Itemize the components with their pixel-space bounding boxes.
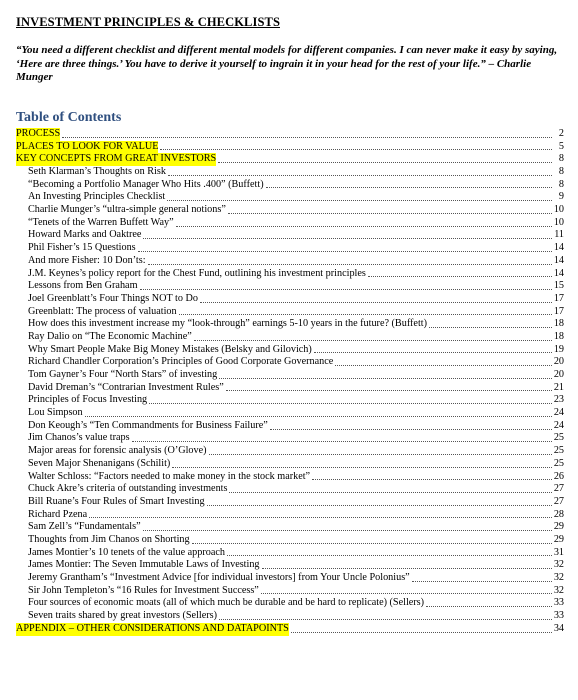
toc-entry[interactable]: [16, 217, 564, 230]
opening-quote: [16, 44, 566, 85]
toc-entry-label: Ray Dalio on “The Economic Machine”: [28, 330, 192, 342]
dot-leader: [314, 352, 552, 353]
toc-entry-label: Sir John Templeton’s “16 Rules for Investment Success”: [28, 584, 259, 596]
toc-entry-page: 15: [553, 280, 564, 292]
toc-entry-label: James Montier’s 10 tenets of the value approach: [28, 546, 225, 558]
toc-entry[interactable]: [16, 293, 564, 306]
toc-entry[interactable]: [16, 128, 564, 141]
toc-entry-label: Chuck Akre’s criteria of outstanding investments: [28, 483, 228, 495]
toc-entry-label: KEY CONCEPTS FROM GREAT INVESTORS: [16, 153, 217, 165]
toc-entry[interactable]: [16, 153, 564, 166]
toc-entry[interactable]: [16, 407, 564, 420]
toc-entry[interactable]: [16, 496, 564, 509]
toc-entry-label: “Tenets of the Warren Buffett Way”: [28, 216, 174, 228]
toc-entry-page: 27: [553, 495, 564, 507]
toc-entry-label: Walter Schloss: “Factors needed to make money in the stock market”: [28, 470, 311, 482]
toc-entry[interactable]: [16, 141, 564, 154]
toc-entry[interactable]: [16, 610, 564, 623]
toc-entry-label: Richard Chandler Corporation’s Principles of Good Corporate Governance: [28, 356, 334, 368]
toc-entry-label: Tom Gayner’s Four “North Stars” of investing: [28, 369, 218, 381]
toc-entry[interactable]: [16, 369, 564, 382]
toc-entry[interactable]: [16, 191, 564, 204]
dot-leader: [429, 327, 552, 328]
dot-leader: [143, 238, 552, 239]
toc-entry-label: Why Smart People Make Big Money Mistakes (Belsky and Gilovich): [28, 343, 312, 355]
toc-entry-page: 28: [553, 508, 564, 520]
toc-entry-label: “Becoming a Portfolio Manager Who Hits .400” (Buffett): [28, 178, 264, 190]
toc-entry-label: Howard Marks and Oaktree: [28, 229, 142, 241]
toc-entry-page: 32: [553, 559, 564, 571]
table-of-contents: [16, 128, 564, 636]
toc-entry-page: 33: [553, 610, 564, 622]
toc-heading: Table of Contents: [16, 110, 122, 125]
toc-entry-label: Jeremy Grantham’s “Investment Advice [for individual investors] from Your Uncle Polonius”: [28, 572, 410, 584]
dot-leader: [143, 530, 552, 531]
toc-entry-label: PLACES TO LOOK FOR VALUE: [16, 140, 159, 152]
toc-entry[interactable]: [16, 230, 564, 243]
toc-entry-label: Joel Greenblatt’s Four Things NOT to Do: [28, 292, 198, 304]
toc-entry-page: 5: [558, 140, 564, 152]
toc-entry-label: Lessons from Ben Graham: [28, 280, 138, 292]
toc-entry-label: Seven Major Shenanigans (Schilit): [28, 457, 171, 469]
dot-leader: [200, 302, 552, 303]
dot-leader: [226, 390, 552, 391]
dot-leader: [149, 403, 552, 404]
toc-entry-page: 25: [553, 432, 564, 444]
toc-entry-label: David Dreman’s “Contrarian Investment Rules”: [28, 381, 224, 393]
toc-entry[interactable]: [16, 344, 564, 357]
dot-leader: [291, 632, 552, 633]
toc-entry[interactable]: [16, 597, 564, 610]
toc-entry-page: 19: [553, 343, 564, 355]
toc-entry-page: 11: [554, 229, 564, 241]
toc-entry-page: 18: [553, 318, 564, 330]
toc-entry[interactable]: [16, 458, 564, 471]
toc-entry-page: 33: [553, 597, 564, 609]
dot-leader: [261, 593, 552, 594]
toc-entry[interactable]: [16, 331, 564, 344]
toc-entry[interactable]: [16, 394, 564, 407]
dot-leader: [167, 200, 552, 201]
toc-entry-page: 8: [558, 166, 564, 178]
dot-leader: [62, 137, 552, 138]
toc-entry-page: 29: [553, 533, 564, 545]
toc-entry-page: 34: [553, 622, 564, 634]
dot-leader: [132, 441, 552, 442]
toc-entry[interactable]: [16, 420, 564, 433]
toc-entry[interactable]: [16, 559, 564, 572]
toc-entry-page: 8: [558, 178, 564, 190]
toc-entry[interactable]: [16, 242, 564, 255]
toc-entry-label: Principles of Focus Investing: [28, 394, 148, 406]
dot-leader: [218, 162, 552, 163]
toc-entry[interactable]: [16, 534, 564, 547]
toc-entry-page: 8: [558, 153, 564, 165]
toc-entry[interactable]: [16, 382, 564, 395]
toc-entry-page: 23: [553, 394, 564, 406]
toc-entry-page: 14: [553, 254, 564, 266]
dot-leader: [192, 543, 552, 544]
toc-entry[interactable]: [16, 179, 564, 192]
toc-entry-label: Richard Pzena: [28, 508, 88, 520]
toc-entry[interactable]: [16, 166, 564, 179]
toc-entry[interactable]: [16, 509, 564, 522]
toc-entry-label: PROCESS: [16, 127, 61, 139]
toc-entry[interactable]: [16, 268, 564, 281]
dot-leader: [207, 505, 552, 506]
dot-leader: [227, 555, 552, 556]
toc-entry-label: Bill Ruane’s Four Rules of Smart Investing: [28, 495, 205, 507]
toc-entry-label: Lou Simpson: [28, 407, 83, 419]
toc-entry[interactable]: [16, 547, 564, 560]
toc-entry[interactable]: [16, 318, 564, 331]
dot-leader: [148, 264, 552, 265]
toc-entry-label: J.M. Keynes’s policy report for the Chest Fund, outlining his investment principles: [28, 267, 366, 279]
dot-leader: [335, 365, 552, 366]
toc-entry-label: Don Keough’s “Ten Commandments for Business Failure”: [28, 419, 268, 431]
dot-leader: [426, 606, 552, 607]
toc-entry-page: 32: [553, 584, 564, 596]
toc-entry-page: 10: [553, 216, 564, 228]
dot-leader: [312, 479, 552, 480]
toc-entry[interactable]: [16, 280, 564, 293]
toc-entry-page: 25: [553, 457, 564, 469]
toc-entry-page: 32: [553, 572, 564, 584]
toc-entry-page: 24: [553, 407, 564, 419]
toc-entry[interactable]: [16, 623, 564, 636]
dot-leader: [160, 149, 552, 150]
toc-entry-page: 17: [553, 305, 564, 317]
toc-entry-label: Major areas for forensic analysis (O’Glove): [28, 445, 207, 457]
toc-entry[interactable]: [16, 585, 564, 598]
toc-entry-page: 27: [553, 483, 564, 495]
toc-entry-page: 20: [553, 369, 564, 381]
quote-author: – Charlie Munger: [16, 57, 532, 83]
toc-entry-page: 24: [553, 419, 564, 431]
toc-entry-label: Jim Chanos’s value traps: [28, 432, 130, 444]
document-title: INVESTMENT PRINCIPLES & CHECKLISTS: [16, 15, 280, 29]
dot-leader: [89, 517, 552, 518]
toc-entry[interactable]: [16, 521, 564, 534]
toc-entry-label: APPENDIX – OTHER CONSIDERATIONS AND DATAPOINTS: [16, 622, 289, 634]
dot-leader: [209, 454, 552, 455]
toc-entry-page: 14: [553, 242, 564, 254]
toc-entry-label: An Investing Principles Checklist: [28, 191, 166, 203]
dot-leader: [172, 467, 551, 468]
toc-entry[interactable]: [16, 356, 564, 369]
toc-entry[interactable]: [16, 255, 564, 268]
dot-leader: [176, 226, 552, 227]
dot-leader: [368, 276, 552, 277]
toc-entry-label: How does this investment increase my “look-through” earnings 5-10 years in the future? (Buffett): [28, 318, 427, 330]
dot-leader: [140, 289, 552, 290]
toc-entry-page: 9: [558, 191, 564, 203]
dot-leader: [85, 416, 552, 417]
toc-entry-page: 31: [553, 546, 564, 558]
dot-leader: [219, 619, 552, 620]
toc-entry[interactable]: [16, 483, 564, 496]
toc-entry-page: 10: [553, 204, 564, 216]
toc-entry-label: Four sources of economic moats (all of which much be durable and be hard to replicate) (Sellers): [28, 597, 425, 609]
dot-leader: [270, 429, 552, 430]
toc-entry-page: 25: [553, 445, 564, 457]
toc-entry-page: 21: [553, 381, 564, 393]
dot-leader: [266, 187, 552, 188]
toc-entry-label: James Montier: The Seven Immutable Laws of Investing: [28, 559, 260, 571]
toc-entry-page: 26: [553, 470, 564, 482]
toc-entry[interactable]: [16, 471, 564, 484]
dot-leader: [219, 378, 552, 379]
toc-entry[interactable]: [16, 445, 564, 458]
toc-entry-label: Sam Zell’s “Fundamentals”: [28, 521, 141, 533]
toc-entry-page: 20: [553, 356, 564, 368]
dot-leader: [262, 568, 552, 569]
quote-text: “You need a different checklist and different mental models for different companies. I can never make it easy by saying, ‘Here are three things.’ You have to derive it yourself to ingrain it in your head for the rest of your life.”: [16, 44, 558, 70]
toc-entry-page: 14: [553, 267, 564, 279]
dot-leader: [412, 581, 552, 582]
toc-entry[interactable]: [16, 306, 564, 319]
toc-entry-page: 17: [553, 292, 564, 304]
toc-entry-label: Thoughts from Jim Chanos on Shorting: [28, 533, 190, 545]
dot-leader: [228, 213, 552, 214]
dot-leader: [168, 175, 552, 176]
toc-entry[interactable]: [16, 433, 564, 446]
toc-entry-label: Seth Klarman’s Thoughts on Risk: [28, 166, 166, 178]
dot-leader: [194, 340, 552, 341]
toc-entry-page: 18: [553, 330, 564, 342]
toc-entry[interactable]: [16, 204, 564, 217]
dot-leader: [179, 314, 552, 315]
toc-entry-page: 2: [558, 127, 564, 139]
toc-entry-label: Greenblatt: The process of valuation: [28, 305, 177, 317]
toc-entry-label: Phil Fisher’s 15 Questions: [28, 242, 136, 254]
toc-entry-label: Seven traits shared by great investors (Sellers): [28, 610, 217, 622]
dot-leader: [229, 492, 551, 493]
dot-leader: [138, 251, 552, 252]
toc-entry-page: 29: [553, 521, 564, 533]
toc-entry[interactable]: [16, 572, 564, 585]
toc-entry-label: Charlie Munger’s “ultra-simple general notions”: [28, 204, 226, 216]
toc-entry-label: And more Fisher: 10 Don’ts:: [28, 254, 146, 266]
